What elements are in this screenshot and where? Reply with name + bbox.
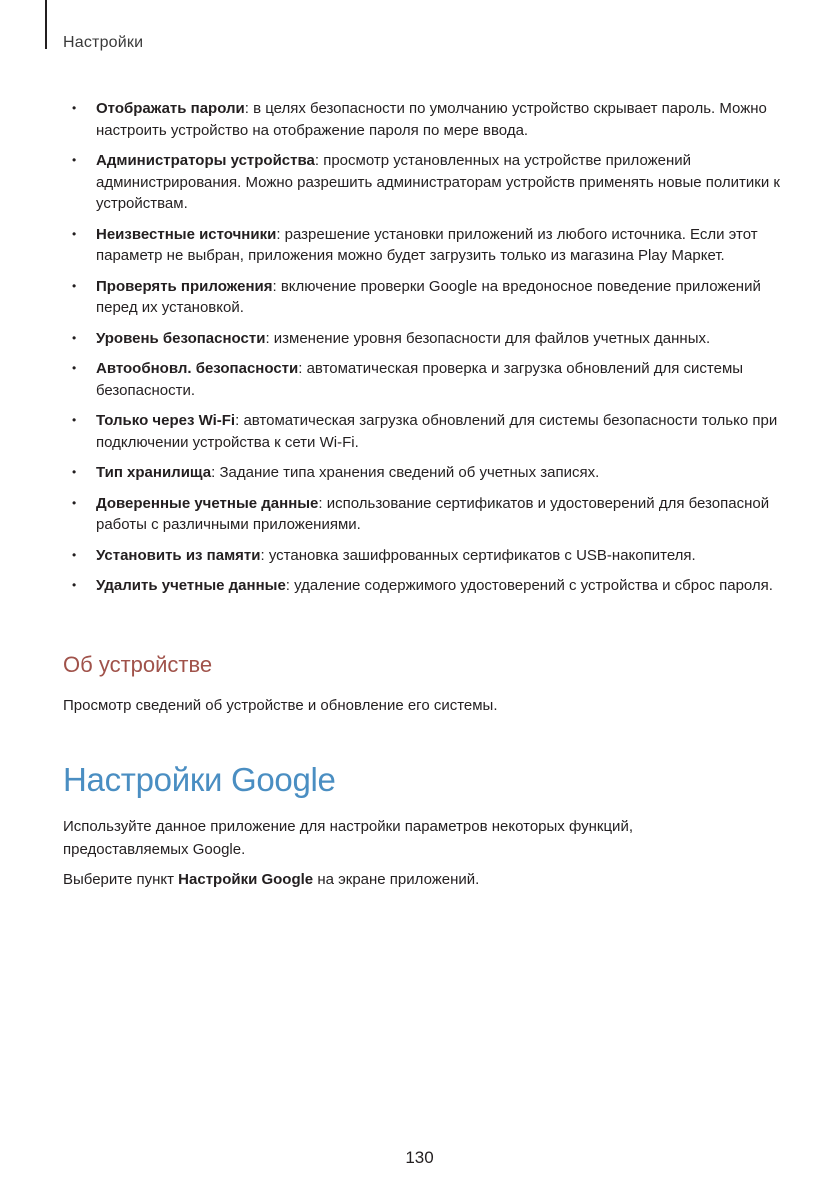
list-item (72, 150, 782, 215)
header-side-rule (45, 0, 47, 49)
instruction-suffix: на экране приложений. (313, 871, 480, 888)
google-settings-heading: Настройки Google (63, 761, 336, 798)
about-device-heading: Об устройстве (63, 652, 213, 677)
instruction-prefix: Выберите пункт (63, 871, 179, 888)
bullet-icon: • (72, 465, 77, 479)
option-description: : автоматическая проверка и загрузка обновлений для системы безопасности. (96, 360, 744, 399)
bullet-icon: • (72, 578, 77, 592)
list-item (72, 493, 782, 536)
option-term: Проверять приложения (96, 277, 273, 295)
google-settings-intro: Используйте данное приложение для настройки параметров некоторых функций, предоставляемых Google. (63, 818, 633, 858)
bullet-icon: • (72, 101, 77, 115)
list-item (72, 98, 782, 141)
bullet-icon: • (72, 547, 77, 562)
option-term: Неизвестные источники (96, 225, 277, 243)
bullet-icon: • (72, 361, 77, 375)
option-description: : изменение уровня безопасности для файлов учетных данных. (265, 329, 711, 347)
list-item (72, 276, 782, 319)
security-options-list (72, 98, 782, 606)
page-number: 130 (405, 1148, 434, 1167)
bullet-icon: • (72, 153, 77, 167)
option-term: Отображать пароли (96, 100, 245, 117)
option-description: : включение проверки Google на вредоносное поведение приложений перед их установкой. (96, 277, 761, 316)
option-term: Тип хранилища (96, 464, 212, 481)
option-description: : просмотр установленных на устройстве приложений администрирования. Можно разрешить администраторам устройств применять новые политики к устройствам. (96, 152, 780, 212)
bullet-icon: • (72, 495, 77, 510)
list-item (72, 575, 782, 597)
option-term: Только через Wi-Fi (96, 412, 236, 429)
option-description: : использование сертификатов и удостоверений для безопасной работы с различными приложениями. (96, 494, 770, 533)
list-item (72, 462, 782, 484)
bullet-icon: • (72, 330, 77, 345)
option-term: Установить из памяти (96, 546, 261, 564)
google-settings-instruction (63, 869, 783, 890)
list-item (72, 410, 782, 453)
option-description: : разрешение установки приложений из любого источника. Если этот параметр не выбран, приложения можно будет загрузить только из магазина Play Маркет. (96, 225, 758, 264)
option-description: : установка зашифрованных сертификатов с USB-накопителя. (260, 546, 696, 564)
option-term: Автообновл. безопасности (96, 360, 299, 377)
running-header: Настройки (63, 34, 144, 51)
option-description: : в целях безопасности по умолчанию устройство скрывает пароль. Можно настроить устройство на отображение пароля по мере ввода. (96, 100, 767, 139)
bullet-icon: • (72, 413, 77, 427)
list-item (72, 358, 782, 401)
option-description: : Задание типа хранения сведений об учетных записях. (211, 464, 600, 481)
option-description: : удаление содержимого удостоверений с устройства и сброс пароля. (285, 577, 773, 594)
option-term: Уровень безопасности (96, 329, 266, 347)
about-device-text: Просмотр сведений об устройстве и обновление его системы. (63, 697, 498, 714)
instruction-term: Настройки Google (178, 871, 314, 888)
list-item (72, 545, 782, 567)
option-description: : автоматическая загрузка обновлений для системы безопасности только при подключении устройства к сети Wi-Fi. (96, 412, 778, 451)
option-term: Удалить учетные данные (96, 577, 286, 594)
bullet-icon: • (72, 278, 77, 293)
option-term: Администраторы устройства (96, 152, 315, 169)
list-item (72, 328, 782, 350)
list-item (72, 224, 782, 267)
bullet-icon: • (72, 226, 77, 241)
option-term: Доверенные учетные данные (96, 494, 319, 512)
